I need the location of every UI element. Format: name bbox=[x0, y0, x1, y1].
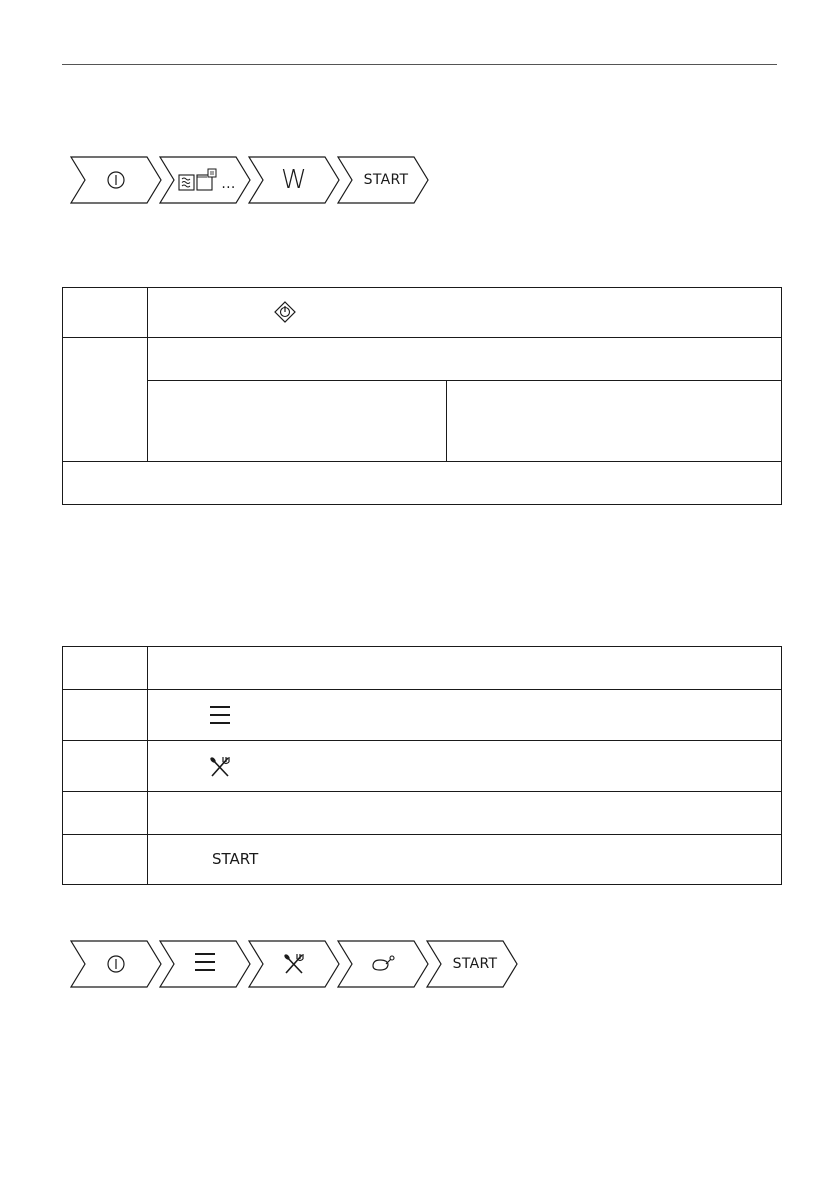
table-top bbox=[62, 287, 782, 505]
step-oven-functions bbox=[159, 156, 251, 204]
step-cutlery bbox=[248, 940, 340, 988]
table-row bbox=[63, 690, 781, 741]
header-divider bbox=[62, 64, 777, 65]
step-menu bbox=[159, 940, 251, 988]
oven-functions-icon bbox=[178, 168, 218, 192]
step-power bbox=[70, 156, 162, 204]
step-power-level bbox=[248, 156, 340, 204]
menu-icon bbox=[194, 951, 216, 973]
sub-cell-left bbox=[148, 381, 447, 462]
cutlery-icon bbox=[283, 953, 305, 975]
table-row bbox=[63, 835, 781, 884]
start-text: START bbox=[212, 850, 259, 868]
step-number bbox=[63, 741, 148, 792]
table-row bbox=[63, 338, 781, 462]
power-icon bbox=[106, 954, 126, 974]
step-power bbox=[70, 940, 162, 988]
sub-cell-right bbox=[447, 381, 781, 462]
start-label: START bbox=[363, 172, 409, 188]
start-label: START bbox=[452, 956, 498, 972]
table-row bbox=[63, 741, 781, 792]
step-number bbox=[63, 690, 148, 741]
table-bottom bbox=[62, 646, 782, 885]
step-number bbox=[63, 792, 148, 835]
power-icon bbox=[106, 170, 126, 190]
step-number bbox=[63, 338, 148, 462]
cutlery-icon bbox=[209, 756, 231, 778]
table-row bbox=[63, 288, 781, 338]
table-note-row bbox=[63, 462, 781, 504]
step-number bbox=[63, 835, 148, 884]
step-roast bbox=[337, 940, 429, 988]
step-text bbox=[148, 338, 781, 381]
roast-icon bbox=[371, 954, 395, 974]
power-level-label: W bbox=[280, 165, 307, 195]
step-number bbox=[63, 647, 148, 690]
step-start bbox=[337, 156, 429, 204]
step-number bbox=[63, 288, 148, 338]
table-row bbox=[63, 792, 781, 835]
table-row bbox=[63, 647, 781, 690]
menu-icon bbox=[209, 704, 231, 726]
more-functions-ellipsis: ... bbox=[221, 176, 236, 192]
step-start bbox=[426, 940, 518, 988]
start-stop-icon bbox=[274, 301, 296, 323]
